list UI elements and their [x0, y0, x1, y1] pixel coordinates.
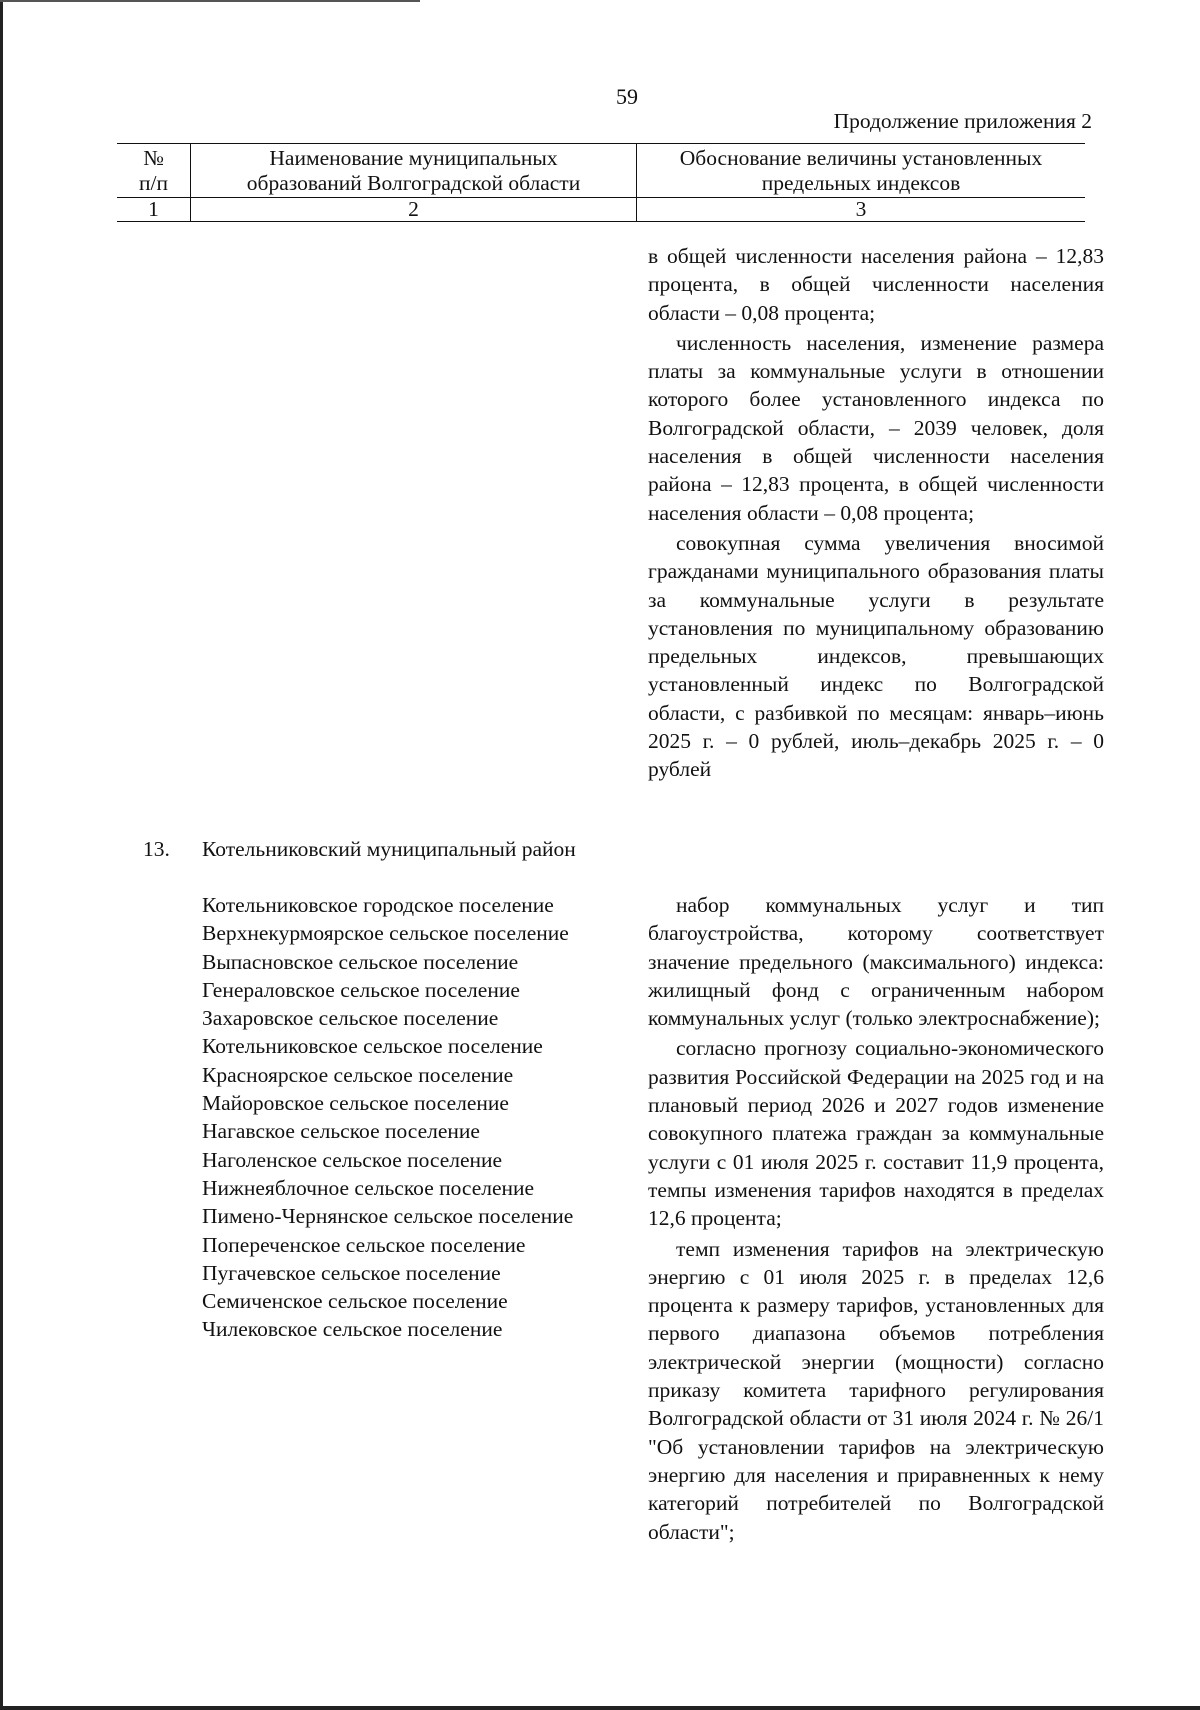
table-header	[117, 143, 1085, 222]
justification-block-continued	[648, 242, 1104, 786]
district-name: Котельниковский муниципальный район	[202, 837, 576, 861]
header-col-name	[191, 144, 637, 197]
settlement-item: Красноярское сельское поселение	[202, 1062, 514, 1087]
settlement-item: Пугачевское сельское поселение	[202, 1260, 501, 1285]
justification-paragraph: темп изменения тарифов на электрическую энергию с 01 июля 2025 г. в пределах 12,6 процента к размеру тарифов, установленных для первого диапазона объемов потребления электрической энергии (мощности) согласно приказу комитета тарифного регулирования Волгоградской области от 31 июля 2024 г. № 26/1 "Об установлении тарифов на электрическую энергию для населения и приравненных к нему категорий потребителей по Волгоградской области";	[648, 1236, 1104, 1544]
header-col-name-line: образований Волгоградской области	[246, 171, 581, 195]
justification-paragraph: согласно прогнозу социально-экономического развития Российской Федерации на 2025 год и на плановый период 2026 и 2027 годов изменение совокупного платежа граждан за коммунальные услуги с 01 июля 2025 г. составит 11,9 процента, темпы изменения тарифов находятся в пределах 12,6 процента;	[648, 1036, 1104, 1231]
settlement-item: Пимено-Чернянское сельское поселение	[202, 1204, 574, 1229]
header-col-number-line: п/п	[139, 171, 168, 195]
settlement-item: Нагавское сельское поселение	[202, 1119, 480, 1144]
header-col-number-line: №	[143, 146, 164, 170]
settlement-list	[202, 891, 573, 1344]
justification-paragraph: набор коммунальных услуг и тип благоустройства, которому соответствует значение предельного (максимального) индекса: жилищный фонд с ограниченным набором коммунальных услуг (только электроснабжение);	[648, 893, 1104, 1031]
header-col-justification-line: предельных индексов	[761, 171, 961, 195]
continuation-label: Продолжение приложения 2	[833, 109, 1092, 133]
header-col-justification	[637, 144, 1085, 197]
row-number: 13.	[143, 837, 170, 861]
settlement-item: Котельниковское городское поселение	[202, 893, 554, 917]
settlement-item: Котельниковское сельское поселение	[202, 1034, 543, 1059]
header-col-justification-line: Обоснование величины установленных	[679, 146, 1043, 170]
justification-paragraph: в общей численности населения района – 12,83 процента, в общей численности населения области – 0,08 процента;	[648, 244, 1104, 325]
table-header-titles	[117, 144, 1085, 198]
header-col-number	[117, 144, 191, 197]
settlement-item: Нижнеяблочное сельское поселение	[202, 1175, 535, 1200]
table-header-numbers	[117, 198, 1085, 222]
settlement-item: Майоровское сельское поселение	[202, 1091, 509, 1116]
header-number-1: 1	[117, 198, 191, 221]
settlement-item: Наголенское сельское поселение	[202, 1147, 503, 1172]
settlement-item: Семиченское сельское поселение	[202, 1289, 508, 1314]
settlement-item: Захаровское сельское поселение	[202, 1006, 499, 1031]
header-number-2: 2	[191, 198, 637, 221]
scan-edge-top	[0, 0, 420, 2]
justification-paragraph: численность населения, изменение размера платы за коммунальные услуги в отношении которого более установленного индекса по Волгоградской области, – 2039 человек, доля населения в общей численности населения района – 12,83 процента, в общей численности населения области – 0,08 процента;	[648, 330, 1104, 525]
settlement-item: Генераловское сельское поселение	[202, 977, 520, 1002]
header-number-3: 3	[855, 197, 867, 221]
settlement-item: Попереченское сельское поселение	[202, 1232, 526, 1257]
settlement-item: Верхнекурмоярское сельское поселение	[202, 921, 569, 946]
justification-paragraph: совокупная сумма увеличения вносимой гражданами муниципального образования платы за коммунальные услуги в результате установления по муниципальному образованию предельных индексов, превышающих установленный индекс по Волгоградской области, с разбивкой по месяцам: январь–июнь 2025 г. – 0 рублей, июль–декабрь 2025 г. – 0 рублей	[648, 530, 1104, 782]
justification-block-row13	[648, 891, 1104, 1548]
scan-edge-bottom	[0, 1706, 1200, 1710]
settlement-item: Чилековское сельское поселение	[202, 1317, 503, 1342]
settlement-item: Выпасновское сельское поселение	[202, 949, 519, 974]
scan-edge-left	[0, 0, 3, 1710]
page-number: 59	[616, 84, 638, 109]
header-col-name-line: Наименование муниципальных	[269, 146, 558, 170]
